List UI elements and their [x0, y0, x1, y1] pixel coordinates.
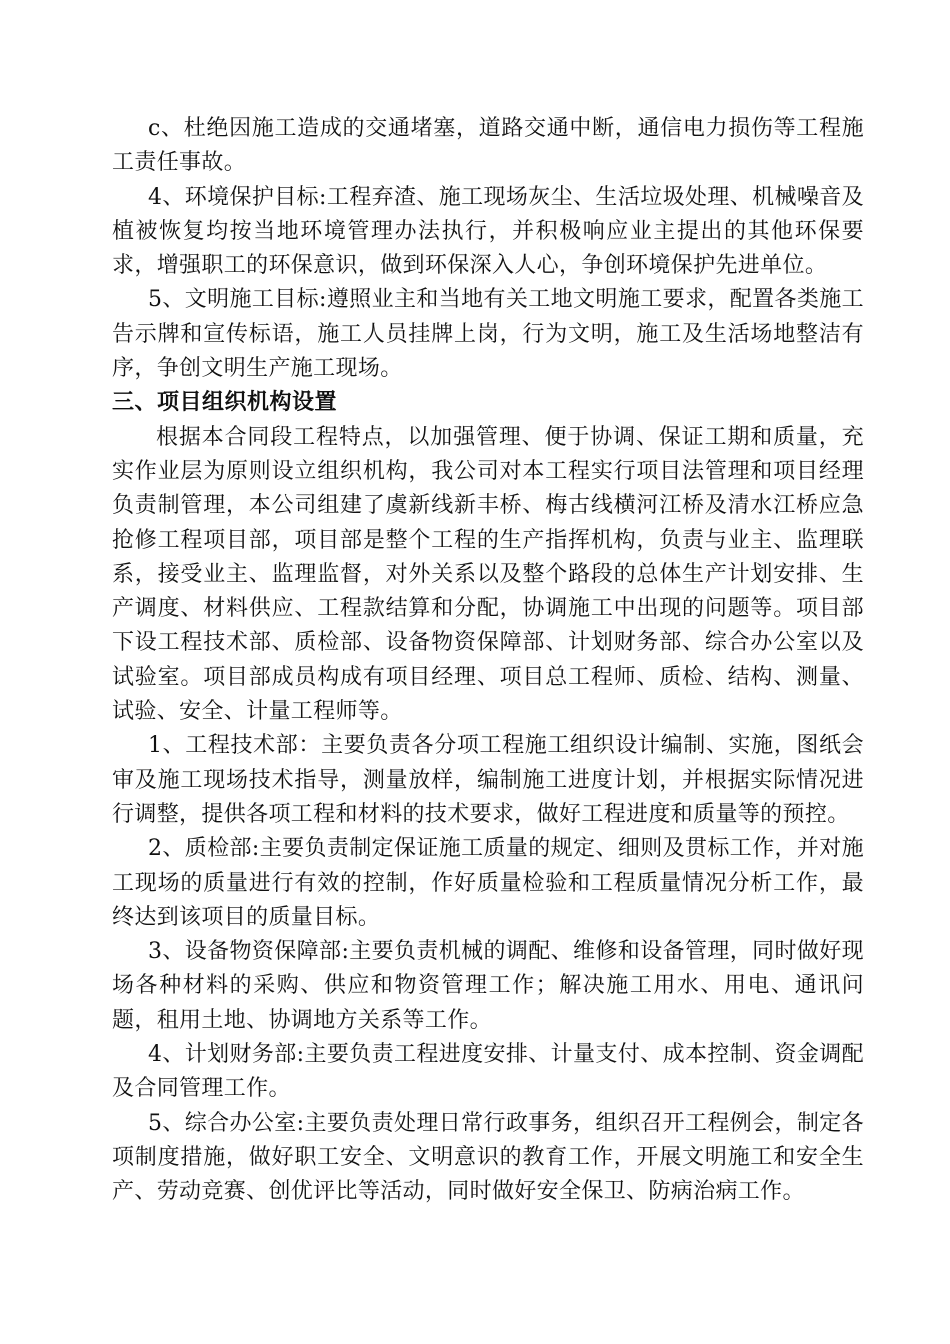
- paragraph-planning-finance-dept: 4、计划财务部:主要负责工程进度安排、计量支付、成本控制、资金调配及合同管理工作。: [112, 1042, 864, 1102]
- paragraph-traffic-accident-goal: c、杜绝因施工造成的交通堵塞，道路交通中断，通信电力损伤等工程施工责任事故。: [112, 116, 864, 176]
- paragraph-civilized-construction-goal: 5、文明施工目标:遵照业主和当地有关工地文明施工要求，配置各类施工告示牌和宣传标语，施工人员挂牌上岗，行为文明，施工及生活场地整洁有序，争创文明生产施工现场。: [112, 287, 864, 382]
- document-body: [112, 112, 864, 1210]
- paragraph-organization-intro: 根据本合同段工程特点，以加强管理、便于协调、保证工期和质量，充实作业层为原则设立组织机构，我公司对本工程实行项目法管理和项目经理负责制管理，本公司组建了虞新线新丰桥、梅古线横河江桥及清水江桥应急抢修工程项目部，项目部是整个工程的生产指挥机构，负责与业主、监理联系，接受业主、监理监督，对外关系以及整个路段的总体生产计划安排、生产调度、材料供应、工程款结算和分配，协调施工中出现的问题等。项目部下设工程技术部、质检部、设备物资保障部、计划财务部、综合办公室以及试验室。项目部成员构成有项目经理、项目总工程师、质检、结构、测量、试验、安全、计量工程师等。: [112, 424, 864, 725]
- paragraph-environment-goal: 4、环境保护目标:工程弃渣、施工现场灰尘、生活垃圾处理、机械噪音及植被恢复均按当地环境管理办法执行，并积极响应业主提出的其他环保要求，增强职工的环保意识，做到环保深入人心，争创环境保护先进单位。: [112, 184, 864, 279]
- section-heading: 三、项目组织机构设置: [112, 390, 338, 416]
- paragraph-general-office: 5、综合办公室:主要负责处理日常行政事务，组织召开工程例会，制定各项制度措施，做好职工安全、文明意识的教育工作，开展文明施工和安全生产、劳动竞赛、创优评比等活动，同时做好安全保卫、防病治病工作。: [112, 1110, 864, 1205]
- paragraph-equipment-materials-dept: 3、设备物资保障部:主要负责机械的调配、维修和设备管理，同时做好现场各种材料的采购、供应和物资管理工作；解决施工用水、用电、通讯问题，租用土地、协调地方关系等工作。: [112, 939, 864, 1033]
- paragraph-quality-inspection-dept: 2、质检部:主要负责制定保证施工质量的规定、细则及贯标工作，并对施工现场的质量进行有效的控制，作好质量检验和工程质量情况分析工作，最终达到该项目的质量目标。: [112, 836, 864, 930]
- paragraph-engineering-technology-dept: 1、工程技术部：主要负责各分项工程施工组织设计编制、实施，图纸会审及施工现场技术指导，测量放样，编制施工进度计划，并根据实际情况进行调整，提供各项工程和材料的技术要求，做好工程进度和质量等的预控。: [112, 733, 864, 827]
